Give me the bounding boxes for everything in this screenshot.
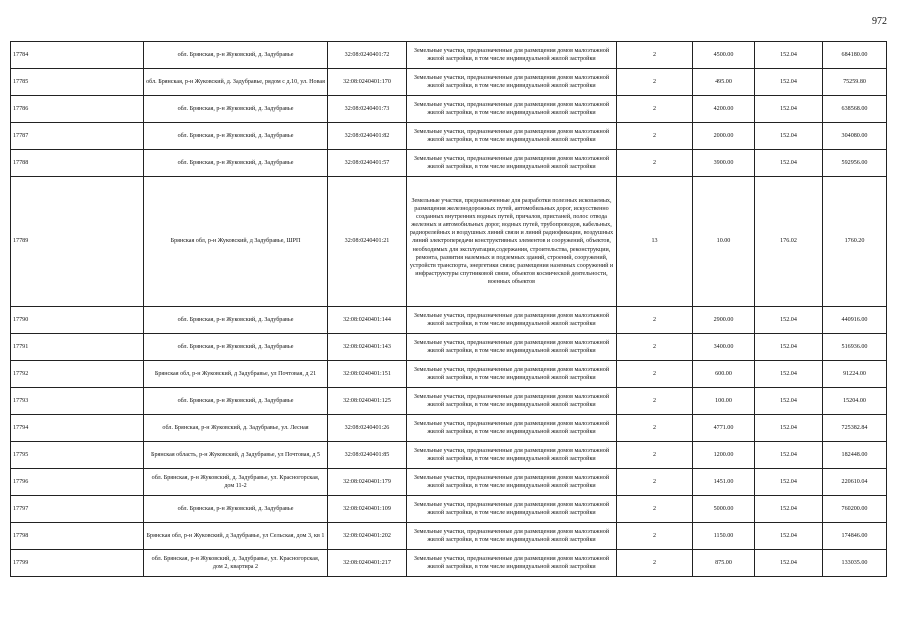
record-number-cell: 17788	[11, 150, 144, 177]
category-cell: 2	[617, 334, 693, 361]
permitted-use-cell: Земельные участки, предназначенные для размещения домов малоэтажной жилой застройки, в том числе индивидуальной жилой застройки	[407, 388, 617, 415]
specific-value-cell: 152.04	[755, 442, 823, 469]
permitted-use-cell: Земельные участки, предназначенные для размещения домов малоэтажной жилой застройки, в том числе индивидуальной жилой застройки	[407, 69, 617, 96]
area-cell: 100.00	[693, 388, 755, 415]
cadastral-value-cell: 174846.00	[823, 523, 887, 550]
category-cell: 2	[617, 150, 693, 177]
permitted-use-cell: Земельные участки, предназначенные для размещения домов малоэтажной жилой застройки, в том числе индивидуальной жилой застройки	[407, 415, 617, 442]
specific-value-cell: 152.04	[755, 550, 823, 577]
cadastral-number-cell: 32:08:0240401:85	[328, 442, 407, 469]
cadastral-value-cell: 440916.00	[823, 307, 887, 334]
category-cell: 13	[617, 177, 693, 307]
specific-value-cell: 152.04	[755, 334, 823, 361]
specific-value-cell: 176.02	[755, 177, 823, 307]
category-cell: 2	[617, 307, 693, 334]
address-cell: обл. Брянская, р-н Жуковский, д. Задубравье	[144, 307, 328, 334]
record-number-cell: 17786	[11, 96, 144, 123]
cadastral-value-cell: 15204.00	[823, 388, 887, 415]
cadastral-number-cell: 32:08:0240401:151	[328, 361, 407, 388]
table-row	[11, 496, 887, 523]
area-cell: 1200.00	[693, 442, 755, 469]
permitted-use-cell: Земельные участки, предназначенные для размещения домов малоэтажной жилой застройки, в том числе индивидуальной жилой застройки	[407, 523, 617, 550]
table-row	[11, 469, 887, 496]
record-number-cell: 17790	[11, 307, 144, 334]
cadastral-value-cell: 220610.04	[823, 469, 887, 496]
cadastral-value-cell: 638568.00	[823, 96, 887, 123]
specific-value-cell: 152.04	[755, 388, 823, 415]
table-row	[11, 123, 887, 150]
cadastral-value-cell: 516936.00	[823, 334, 887, 361]
table-row	[11, 69, 887, 96]
table-row	[11, 442, 887, 469]
area-cell: 600.00	[693, 361, 755, 388]
address-cell: Брянская обл, р-н Жуковский, д Задубравье, ул Почтовая, д 21	[144, 361, 328, 388]
cadastral-value-cell: 725382.84	[823, 415, 887, 442]
permitted-use-cell: Земельные участки, предназначенные для размещения домов малоэтажной жилой застройки, в том числе индивидуальной жилой застройки	[407, 442, 617, 469]
page-number: 972	[872, 16, 887, 27]
table-row	[11, 388, 887, 415]
address-cell: обл. Брянская, р-н Жуковский, д. Задубравье	[144, 96, 328, 123]
permitted-use-cell: Земельные участки, предназначенные для размещения домов малоэтажной жилой застройки, в том числе индивидуальной жилой застройки	[407, 334, 617, 361]
table-row	[11, 550, 887, 577]
specific-value-cell: 152.04	[755, 496, 823, 523]
cadastral-number-cell: 32:08:0240401:26	[328, 415, 407, 442]
address-cell: обл. Брянская, р-н Жуковский, д. Задубравье, рядом с д.10, ул. Новая	[144, 69, 328, 96]
cadastral-number-cell: 32:08:0240401:143	[328, 334, 407, 361]
specific-value-cell: 152.04	[755, 361, 823, 388]
cadastral-number-cell: 32:08:0240401:73	[328, 96, 407, 123]
area-cell: 4771.00	[693, 415, 755, 442]
area-cell: 1150.00	[693, 523, 755, 550]
permitted-use-cell: Земельные участки, предназначенные для размещения домов малоэтажной жилой застройки, в том числе индивидуальной жилой застройки	[407, 469, 617, 496]
permitted-use-cell: Земельные участки, предназначенные для размещения домов малоэтажной жилой застройки, в том числе индивидуальной жилой застройки	[407, 96, 617, 123]
specific-value-cell: 152.04	[755, 123, 823, 150]
area-cell: 2000.00	[693, 123, 755, 150]
category-cell: 2	[617, 388, 693, 415]
area-cell: 3900.00	[693, 150, 755, 177]
area-cell: 875.00	[693, 550, 755, 577]
address-cell: обл. Брянская, р-н Жуковский, д. Задубравье, ул. Красногорская, дом 2, квартира 2	[144, 550, 328, 577]
area-cell: 4500.00	[693, 42, 755, 69]
record-number-cell: 17787	[11, 123, 144, 150]
cadastral-value-cell: 684180.00	[823, 42, 887, 69]
cadastral-value-cell: 91224.00	[823, 361, 887, 388]
address-cell: обл. Брянская, р-н Жуковский, д. Задубравье	[144, 123, 328, 150]
table-body	[11, 42, 887, 577]
specific-value-cell: 152.04	[755, 69, 823, 96]
address-cell: Брянская обл, р-н Жуковский, д Задубравье, ШРП	[144, 177, 328, 307]
record-number-cell: 17795	[11, 442, 144, 469]
permitted-use-cell: Земельные участки, предназначенные для размещения домов малоэтажной жилой застройки, в том числе индивидуальной жилой застройки	[407, 42, 617, 69]
category-cell: 2	[617, 42, 693, 69]
category-cell: 2	[617, 442, 693, 469]
cadastral-number-cell: 32:08:0240401:202	[328, 523, 407, 550]
table-row	[11, 523, 887, 550]
specific-value-cell: 152.04	[755, 307, 823, 334]
land-registry-table	[10, 41, 887, 577]
specific-value-cell: 152.04	[755, 150, 823, 177]
table-row	[11, 307, 887, 334]
cadastral-number-cell: 32:08:0240401:109	[328, 496, 407, 523]
category-cell: 2	[617, 123, 693, 150]
cadastral-number-cell: 32:08:0240401:57	[328, 150, 407, 177]
record-number-cell: 17784	[11, 42, 144, 69]
cadastral-value-cell: 75259.80	[823, 69, 887, 96]
area-cell: 1451.00	[693, 469, 755, 496]
record-number-cell: 17799	[11, 550, 144, 577]
category-cell: 2	[617, 96, 693, 123]
permitted-use-cell: Земельные участки, предназначенные для размещения домов малоэтажной жилой застройки, в том числе индивидуальной жилой застройки	[407, 361, 617, 388]
cadastral-number-cell: 32:08:0240401:82	[328, 123, 407, 150]
cadastral-value-cell: 1760.20	[823, 177, 887, 307]
address-cell: обл. Брянская, р-н Жуковский, д. Задубравье	[144, 496, 328, 523]
table-row	[11, 361, 887, 388]
specific-value-cell: 152.04	[755, 469, 823, 496]
specific-value-cell: 152.04	[755, 415, 823, 442]
record-number-cell: 17797	[11, 496, 144, 523]
table-row	[11, 150, 887, 177]
area-cell: 2900.00	[693, 307, 755, 334]
permitted-use-cell: Земельные участки, предназначенные для размещения домов малоэтажной жилой застройки, в том числе индивидуальной жилой застройки	[407, 550, 617, 577]
record-number-cell: 17785	[11, 69, 144, 96]
table-row	[11, 334, 887, 361]
cadastral-value-cell: 592956.00	[823, 150, 887, 177]
cadastral-number-cell: 32:08:0240401:170	[328, 69, 407, 96]
address-cell: обл. Брянская, р-н Жуковский, д. Задубравье	[144, 150, 328, 177]
permitted-use-cell: Земельные участки, предназначенные для размещения домов малоэтажной жилой застройки, в том числе индивидуальной жилой застройки	[407, 123, 617, 150]
category-cell: 2	[617, 523, 693, 550]
cadastral-number-cell: 32:08:0240401:217	[328, 550, 407, 577]
cadastral-value-cell: 304080.00	[823, 123, 887, 150]
table-row	[11, 177, 887, 307]
address-cell: Брянская область, р-н Жуковский, д Задубравье, ул Почтовая, д 5	[144, 442, 328, 469]
address-cell: обл. Брянская, р-н Жуковский, д. Задубравье	[144, 334, 328, 361]
category-cell: 2	[617, 361, 693, 388]
address-cell: Брянская обл, р-н Жуковский, д Задубравье, ул Сельская, дом 3, кв 1	[144, 523, 328, 550]
cadastral-value-cell: 760200.00	[823, 496, 887, 523]
cadastral-number-cell: 32:08:0240401:21	[328, 177, 407, 307]
record-number-cell: 17794	[11, 415, 144, 442]
category-cell: 2	[617, 496, 693, 523]
permitted-use-cell: Земельные участки, предназначенные для размещения домов малоэтажной жилой застройки, в том числе индивидуальной жилой застройки	[407, 150, 617, 177]
permitted-use-cell: Земельные участки, предназначенные для разработки полезных ископаемых, размещения железнодорожных путей, автомобильных дорог, искусственно созданных внутренних водных путей, причалов, пристаней, полос отвода железных и автомобильных дорог, водных путей, трубопроводов, кабельных, радиорелейных и воздушных линий связи и линий радиофикации, воздушных линий электропередачи конструктивных элементов и сооружений, объектов, необходимых для эксплуатации,содержания, строительства, реконструкции, ремонта, развития наземных и подземных зданий, строений, сооружений, устройств транспорта, энергетики связи; размещения наземных сооружений и инфраструктуры спутниковой связи, объектов космической деятельности, военных объектов	[407, 177, 617, 307]
permitted-use-cell: Земельные участки, предназначенные для размещения домов малоэтажной жилой застройки, в том числе индивидуальной жилой застройки	[407, 496, 617, 523]
cadastral-value-cell: 133035.00	[823, 550, 887, 577]
record-number-cell: 17796	[11, 469, 144, 496]
area-cell: 495.00	[693, 69, 755, 96]
cadastral-number-cell: 32:08:0240401:179	[328, 469, 407, 496]
area-cell: 3400.00	[693, 334, 755, 361]
cadastral-number-cell: 32:08:0240401:72	[328, 42, 407, 69]
cadastral-number-cell: 32:08:0240401:144	[328, 307, 407, 334]
area-cell: 5000.00	[693, 496, 755, 523]
table-row	[11, 42, 887, 69]
table-row	[11, 96, 887, 123]
record-number-cell: 17792	[11, 361, 144, 388]
record-number-cell: 17793	[11, 388, 144, 415]
specific-value-cell: 152.04	[755, 42, 823, 69]
address-cell: обл. Брянская, р-н Жуковский, д. Задубравье, ул. Красногорская, дом 11-2	[144, 469, 328, 496]
category-cell: 2	[617, 550, 693, 577]
category-cell: 2	[617, 69, 693, 96]
record-number-cell: 17789	[11, 177, 144, 307]
address-cell: обл. Брянская, р-н Жуковский, д. Задубравье	[144, 42, 328, 69]
cadastral-value-cell: 182448.00	[823, 442, 887, 469]
address-cell: обл. Брянская, р-н Жуковский, д. Задубравье	[144, 388, 328, 415]
category-cell: 2	[617, 415, 693, 442]
specific-value-cell: 152.04	[755, 96, 823, 123]
cadastral-number-cell: 32:08:0240401:125	[328, 388, 407, 415]
record-number-cell: 17798	[11, 523, 144, 550]
table-row	[11, 415, 887, 442]
specific-value-cell: 152.04	[755, 523, 823, 550]
area-cell: 4200.00	[693, 96, 755, 123]
area-cell: 10.00	[693, 177, 755, 307]
record-number-cell: 17791	[11, 334, 144, 361]
address-cell: обл. Брянская, р-н Жуковский, д. Задубравье, ул. Лесная	[144, 415, 328, 442]
permitted-use-cell: Земельные участки, предназначенные для размещения домов малоэтажной жилой застройки, в том числе индивидуальной жилой застройки	[407, 307, 617, 334]
category-cell: 2	[617, 469, 693, 496]
